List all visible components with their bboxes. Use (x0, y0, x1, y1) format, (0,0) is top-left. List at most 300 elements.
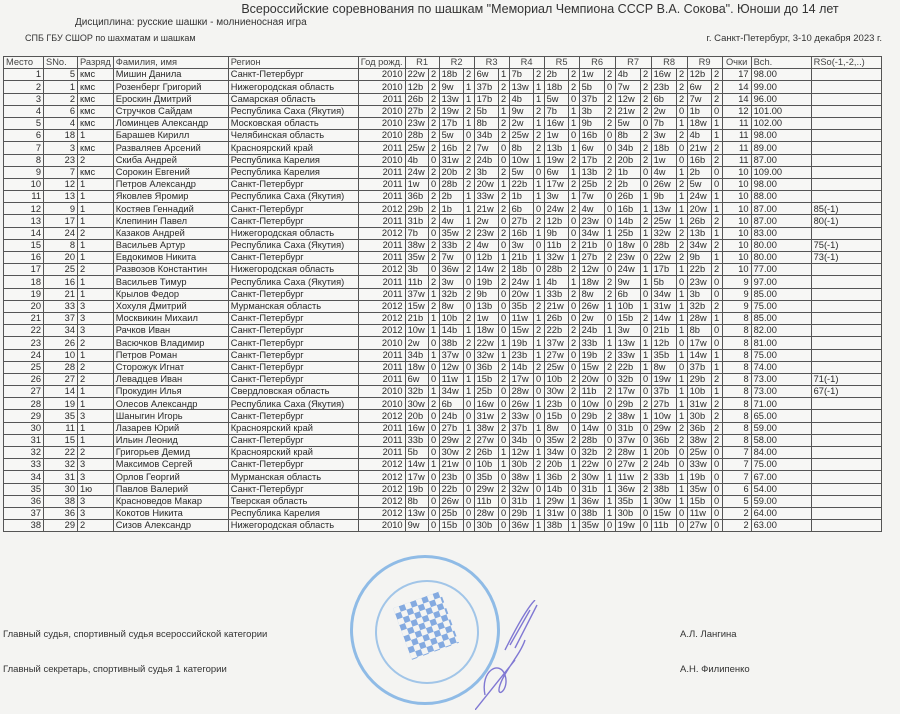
birth-year-cell: 2011 (358, 276, 405, 288)
player-name-cell: Максимов Сергей (113, 459, 228, 471)
place-cell: 38 (4, 520, 44, 532)
birth-year-cell: 2012 (358, 507, 405, 519)
place-cell: 33 (4, 459, 44, 471)
start-number-cell: 29 (44, 520, 78, 532)
birth-year-cell: 2010 (358, 130, 405, 142)
region-cell: Республика Саха (Якутия) (228, 105, 358, 117)
region-cell: Мурманская область (228, 300, 358, 312)
round-opponent-cell: 29w (544, 495, 568, 507)
round-opponent-cell: 23b (544, 398, 568, 410)
round-score-cell: 1 (498, 105, 509, 117)
place-cell: 11 (4, 191, 44, 203)
place-cell: 12 (4, 203, 44, 215)
chief-secretary-title: Главный секретарь, спортивный судья 1 категории (3, 664, 227, 675)
rank-cell: 2 (78, 264, 114, 276)
round-score-cell: 2 (428, 203, 439, 215)
round-score-cell: 1 (711, 349, 722, 361)
rso-cell (811, 130, 881, 142)
round-score-cell: 2 (463, 264, 474, 276)
rank-cell: 3 (78, 410, 114, 422)
round-opponent-cell: 7w (474, 142, 498, 154)
round-score-cell: 2 (463, 178, 474, 190)
round-score-cell: 2 (533, 142, 544, 154)
points-cell: 6 (722, 483, 751, 495)
round-score-cell: 0 (533, 386, 544, 398)
birth-year-cell: 2011 (358, 93, 405, 105)
round-score-cell: 2 (604, 349, 615, 361)
round-score-cell: 1 (604, 495, 615, 507)
table-row (4, 81, 882, 93)
round-score-cell: 0 (640, 325, 651, 337)
round-opponent-cell: 11b (405, 276, 428, 288)
rank-cell: кмс (78, 105, 114, 117)
round-opponent-cell: 7b (405, 227, 428, 239)
round-opponent-cell: 12w (615, 93, 640, 105)
round-score-cell: 1 (568, 520, 579, 532)
rank-cell: 1 (78, 252, 114, 264)
buchholz-cell: 80.00 (751, 252, 811, 264)
round-opponent-cell: 21b (509, 252, 533, 264)
rank-cell: кмс (78, 142, 114, 154)
round-opponent-cell: 36b (474, 361, 498, 373)
round-score-cell: 2 (604, 166, 615, 178)
round-opponent-cell: 16w (651, 69, 676, 81)
region-cell: Санкт-Петербург (228, 252, 358, 264)
round-opponent-cell: 30b (615, 507, 640, 519)
round-score-cell: 0 (568, 312, 579, 324)
round-opponent-cell: 28b (579, 434, 604, 446)
points-cell: 8 (722, 349, 751, 361)
round-score-cell: 1 (463, 386, 474, 398)
player-name-cell: Костяев Геннадий (113, 203, 228, 215)
round-opponent-cell: 38w (405, 239, 428, 251)
round-score-cell: 1 (676, 312, 687, 324)
round-opponent-cell: 33b (579, 337, 604, 349)
points-cell: 11 (722, 154, 751, 166)
round-score-cell: 0 (498, 507, 509, 519)
round-score-cell: 1 (533, 227, 544, 239)
player-name-cell: Олесов Александр (113, 398, 228, 410)
round-opponent-cell: 35w (579, 520, 604, 532)
round-score-cell: 0 (428, 227, 439, 239)
table-row (4, 105, 882, 117)
round-opponent-cell: 29w (474, 483, 498, 495)
buchholz-cell: 82.00 (751, 325, 811, 337)
round-score-cell: 2 (428, 69, 439, 81)
birth-year-cell: 2012 (358, 483, 405, 495)
round-opponent-cell: 32w (651, 227, 676, 239)
player-name-cell: Левадцев Иван (113, 373, 228, 385)
round-score-cell: 0 (711, 325, 722, 337)
round-opponent-cell: 26w (509, 398, 533, 410)
round-score-cell: 2 (463, 227, 474, 239)
buchholz-cell: 87.00 (751, 203, 811, 215)
round-opponent-cell: 18w (474, 325, 498, 337)
round-score-cell: 0 (498, 398, 509, 410)
round-opponent-cell: 38w (509, 471, 533, 483)
round-score-cell: 0 (604, 312, 615, 324)
round-opponent-cell: 18w (615, 239, 640, 251)
round-score-cell: 0 (711, 276, 722, 288)
table-row (4, 288, 882, 300)
round-opponent-cell: 28b (544, 264, 568, 276)
buchholz-cell: 65.00 (751, 410, 811, 422)
round-score-cell: 2 (676, 130, 687, 142)
round-opponent-cell: 24b (579, 325, 604, 337)
round-opponent-cell: 11w (439, 373, 463, 385)
round-score-cell: 1 (533, 507, 544, 519)
round-opponent-cell: 38b (544, 520, 568, 532)
round-opponent-cell: 24b (651, 459, 676, 471)
round-score-cell: 2 (640, 312, 651, 324)
start-number-cell: 31 (44, 471, 78, 483)
buchholz-cell: 89.00 (751, 142, 811, 154)
round-score-cell: 1 (640, 349, 651, 361)
round-opponent-cell: 30w (439, 447, 463, 459)
round-opponent-cell: 5w (544, 93, 568, 105)
round-opponent-cell: 2b (615, 178, 640, 190)
round-score-cell: 2 (604, 410, 615, 422)
table-row (4, 483, 882, 495)
round-opponent-cell: 6b (615, 288, 640, 300)
round-score-cell: 0 (533, 373, 544, 385)
round-opponent-cell: 17w (687, 337, 711, 349)
round-opponent-cell: 4b (687, 130, 711, 142)
round-score-cell: 2 (640, 105, 651, 117)
table-row (4, 373, 882, 385)
round-opponent-cell: 36w (439, 264, 463, 276)
round-opponent-cell: 37w (405, 288, 428, 300)
place-date-label: г. Санкт-Петербург, 3-10 декабря 2023 г. (706, 33, 882, 44)
round-opponent-cell: 3w (439, 276, 463, 288)
rso-cell: 75(-1) (811, 239, 881, 251)
round-score-cell: 2 (568, 154, 579, 166)
round-opponent-cell: 23w (615, 252, 640, 264)
buchholz-cell: 59.00 (751, 495, 811, 507)
round-score-cell: 2 (463, 434, 474, 446)
round-score-cell: 0 (568, 300, 579, 312)
round-score-cell: 2 (428, 93, 439, 105)
region-cell: Республика Карелия (228, 154, 358, 166)
round-opponent-cell: 27w (687, 520, 711, 532)
points-cell: 8 (722, 337, 751, 349)
player-name-cell: Евдокимов Никита (113, 252, 228, 264)
buchholz-cell: 102.00 (751, 117, 811, 129)
rank-cell: 2 (78, 520, 114, 532)
round-opponent-cell: 10w (579, 398, 604, 410)
round-score-cell: 0 (640, 386, 651, 398)
round-opponent-cell: 20b (439, 166, 463, 178)
start-number-cell: 10 (44, 349, 78, 361)
round-opponent-cell: 22b (615, 361, 640, 373)
rso-cell: 67(-1) (811, 386, 881, 398)
round-score-cell: 2 (533, 215, 544, 227)
region-cell: Санкт-Петербург (228, 361, 358, 373)
round-opponent-cell: 29b (579, 410, 604, 422)
round-opponent-cell: 3w (651, 130, 676, 142)
round-score-cell: 0 (498, 300, 509, 312)
buchholz-cell: 75.00 (751, 300, 811, 312)
round-score-cell: 0 (463, 520, 474, 532)
buchholz-cell: 64.00 (751, 507, 811, 519)
round-opponent-cell: 5b (474, 105, 498, 117)
round-opponent-cell: 23b (651, 81, 676, 93)
round-score-cell: 1 (711, 203, 722, 215)
round-opponent-cell: 21w (439, 459, 463, 471)
start-number-cell: 36 (44, 507, 78, 519)
table-row (4, 386, 882, 398)
round-opponent-cell: 27b (509, 215, 533, 227)
round-opponent-cell: 34b (615, 142, 640, 154)
points-cell: 10 (722, 252, 751, 264)
birth-year-cell: 2011 (358, 447, 405, 459)
points-cell: 10 (722, 215, 751, 227)
round-opponent-cell: 23b (439, 471, 463, 483)
column-header: R3 (474, 57, 509, 69)
round-score-cell: 0 (428, 337, 439, 349)
player-name-cell: Разваляев Арсений (113, 142, 228, 154)
round-opponent-cell: 10w (651, 410, 676, 422)
birth-year-cell: 2010 (358, 386, 405, 398)
round-score-cell: 2 (640, 130, 651, 142)
place-cell: 17 (4, 264, 44, 276)
round-opponent-cell: 33b (544, 288, 568, 300)
round-score-cell: 1 (640, 300, 651, 312)
round-opponent-cell: 34w (439, 386, 463, 398)
region-cell: Санкт-Петербург (228, 69, 358, 81)
round-score-cell: 0 (604, 422, 615, 434)
round-score-cell: 2 (676, 434, 687, 446)
round-score-cell: 0 (640, 178, 651, 190)
round-score-cell: 2 (428, 300, 439, 312)
buchholz-cell: 87.00 (751, 154, 811, 166)
round-score-cell: 2 (604, 117, 615, 129)
round-opponent-cell: 33b (651, 471, 676, 483)
round-opponent-cell: 30w (651, 495, 676, 507)
birth-year-cell: 2010 (358, 81, 405, 93)
region-cell: Санкт-Петербург (228, 349, 358, 361)
table-row (4, 422, 882, 434)
round-opponent-cell: 34w (687, 239, 711, 251)
round-opponent-cell: 8w (651, 361, 676, 373)
round-score-cell: 0 (604, 81, 615, 93)
round-score-cell: 1 (676, 373, 687, 385)
round-score-cell: 2 (568, 178, 579, 190)
rso-cell (811, 264, 881, 276)
round-score-cell: 2 (428, 276, 439, 288)
round-opponent-cell: 16b (687, 154, 711, 166)
birth-year-cell: 2011 (358, 373, 405, 385)
rso-cell (811, 69, 881, 81)
round-opponent-cell: 16w (474, 398, 498, 410)
round-opponent-cell: 1w (405, 178, 428, 190)
round-score-cell: 1 (533, 471, 544, 483)
round-score-cell: 0 (640, 520, 651, 532)
birth-year-cell: 2012 (358, 203, 405, 215)
round-score-cell: 1 (498, 69, 509, 81)
buchholz-cell: 59.00 (751, 422, 811, 434)
round-score-cell: 0 (568, 507, 579, 519)
round-score-cell: 1 (640, 203, 651, 215)
region-cell: Санкт-Петербург (228, 483, 358, 495)
start-number-cell: 8 (44, 239, 78, 251)
round-score-cell: 2 (711, 142, 722, 154)
buchholz-cell: 73.00 (751, 373, 811, 385)
round-opponent-cell: 5b (405, 447, 428, 459)
round-opponent-cell: 36w (579, 495, 604, 507)
round-opponent-cell: 31w (474, 410, 498, 422)
round-score-cell: 2 (711, 300, 722, 312)
round-opponent-cell: 28b (651, 239, 676, 251)
round-score-cell: 2 (498, 373, 509, 385)
round-score-cell: 1 (498, 447, 509, 459)
round-opponent-cell: 19b (579, 349, 604, 361)
round-opponent-cell: 37b (651, 386, 676, 398)
buchholz-cell: 80.00 (751, 239, 811, 251)
round-score-cell: 1 (711, 130, 722, 142)
round-opponent-cell: 2w (509, 117, 533, 129)
round-score-cell: 0 (498, 215, 509, 227)
round-opponent-cell: 22b (439, 483, 463, 495)
table-row (4, 337, 882, 349)
round-opponent-cell: 35w (687, 483, 711, 495)
rank-cell: 3 (78, 300, 114, 312)
round-opponent-cell: 13w (615, 337, 640, 349)
table-header (4, 57, 882, 69)
round-score-cell: 1 (428, 386, 439, 398)
round-opponent-cell: 33b (405, 434, 428, 446)
place-cell: 32 (4, 447, 44, 459)
place-cell: 20 (4, 300, 44, 312)
round-opponent-cell: 32w (474, 349, 498, 361)
round-score-cell: 0 (428, 154, 439, 166)
round-score-cell: 0 (676, 154, 687, 166)
round-opponent-cell: 19w (615, 520, 640, 532)
region-cell: Санкт-Петербург (228, 288, 358, 300)
rso-cell (811, 434, 881, 446)
round-opponent-cell: 5w (509, 166, 533, 178)
round-opponent-cell: 29b (509, 507, 533, 519)
player-name-cell: Барашев Кирилл (113, 130, 228, 142)
round-opponent-cell: 30w (544, 386, 568, 398)
round-score-cell: 2 (604, 252, 615, 264)
birth-year-cell: 2011 (358, 349, 405, 361)
place-cell: 34 (4, 471, 44, 483)
round-score-cell: 1 (428, 459, 439, 471)
round-score-cell: 0 (498, 239, 509, 251)
place-cell: 1 (4, 69, 44, 81)
round-score-cell: 0 (711, 520, 722, 532)
round-score-cell: 0 (428, 434, 439, 446)
column-header: Разряд (78, 57, 114, 69)
points-cell: 10 (722, 227, 751, 239)
round-score-cell: 1 (533, 312, 544, 324)
round-score-cell: 0 (676, 105, 687, 117)
round-opponent-cell: 26b (615, 191, 640, 203)
round-opponent-cell: 9b (544, 227, 568, 239)
round-score-cell: 2 (568, 264, 579, 276)
start-number-cell: 34 (44, 325, 78, 337)
round-score-cell: 0 (604, 398, 615, 410)
round-opponent-cell: 19w (651, 373, 676, 385)
round-opponent-cell: 36b (687, 422, 711, 434)
region-cell: Тверская область (228, 495, 358, 507)
round-score-cell: 0 (463, 276, 474, 288)
round-score-cell: 2 (568, 386, 579, 398)
round-score-cell: 0 (463, 507, 474, 519)
round-score-cell: 2 (604, 276, 615, 288)
round-score-cell: 1 (428, 288, 439, 300)
round-score-cell: 2 (711, 264, 722, 276)
round-opponent-cell: 26b (687, 215, 711, 227)
round-score-cell: 1 (463, 203, 474, 215)
player-name-cell: Григорьев Демид (113, 447, 228, 459)
round-score-cell: 0 (711, 447, 722, 459)
round-score-cell: 0 (568, 227, 579, 239)
round-score-cell: 0 (711, 495, 722, 507)
round-opponent-cell: 5w (439, 130, 463, 142)
round-opponent-cell: 35w (544, 434, 568, 446)
table-row (4, 227, 882, 239)
place-cell: 2 (4, 81, 44, 93)
table-row (4, 264, 882, 276)
round-score-cell: 2 (604, 361, 615, 373)
place-cell: 9 (4, 166, 44, 178)
round-score-cell: 0 (428, 483, 439, 495)
round-score-cell: 1 (676, 288, 687, 300)
round-opponent-cell: 34b (405, 349, 428, 361)
start-number-cell: 14 (44, 386, 78, 398)
round-score-cell: 2 (640, 142, 651, 154)
round-opponent-cell: 7b (509, 69, 533, 81)
place-cell: 30 (4, 422, 44, 434)
round-opponent-cell: 29w (439, 434, 463, 446)
table-row (4, 130, 882, 142)
round-score-cell: 0 (568, 349, 579, 361)
round-opponent-cell: 16b (439, 142, 463, 154)
player-name-cell: Скиба Андрей (113, 154, 228, 166)
round-opponent-cell: 9w (615, 276, 640, 288)
points-cell: 10 (722, 239, 751, 251)
round-score-cell: 0 (640, 239, 651, 251)
region-cell: Самарская область (228, 93, 358, 105)
place-cell: 36 (4, 495, 44, 507)
round-opponent-cell: 4w (579, 203, 604, 215)
start-number-cell: 24 (44, 227, 78, 239)
round-opponent-cell: 23w (405, 117, 428, 129)
round-opponent-cell: 22b (687, 264, 711, 276)
round-opponent-cell: 28b (405, 130, 428, 142)
round-score-cell: 1 (428, 325, 439, 337)
round-score-cell: 1 (568, 459, 579, 471)
round-opponent-cell: 20w (579, 373, 604, 385)
round-opponent-cell: 10w (405, 325, 428, 337)
round-score-cell: 2 (711, 398, 722, 410)
place-cell: 37 (4, 507, 44, 519)
round-score-cell: 1 (568, 252, 579, 264)
round-opponent-cell: 6b (509, 203, 533, 215)
round-opponent-cell: 7b (544, 105, 568, 117)
buchholz-cell: 99.00 (751, 81, 811, 93)
player-name-cell: Крылов Федор (113, 288, 228, 300)
round-opponent-cell: 10b (615, 300, 640, 312)
table-row (4, 69, 882, 81)
birth-year-cell: 2011 (358, 252, 405, 264)
round-score-cell: 1 (676, 325, 687, 337)
round-opponent-cell: 26b (474, 447, 498, 459)
birth-year-cell: 2012 (358, 410, 405, 422)
player-name-cell: Васильев Артур (113, 239, 228, 251)
